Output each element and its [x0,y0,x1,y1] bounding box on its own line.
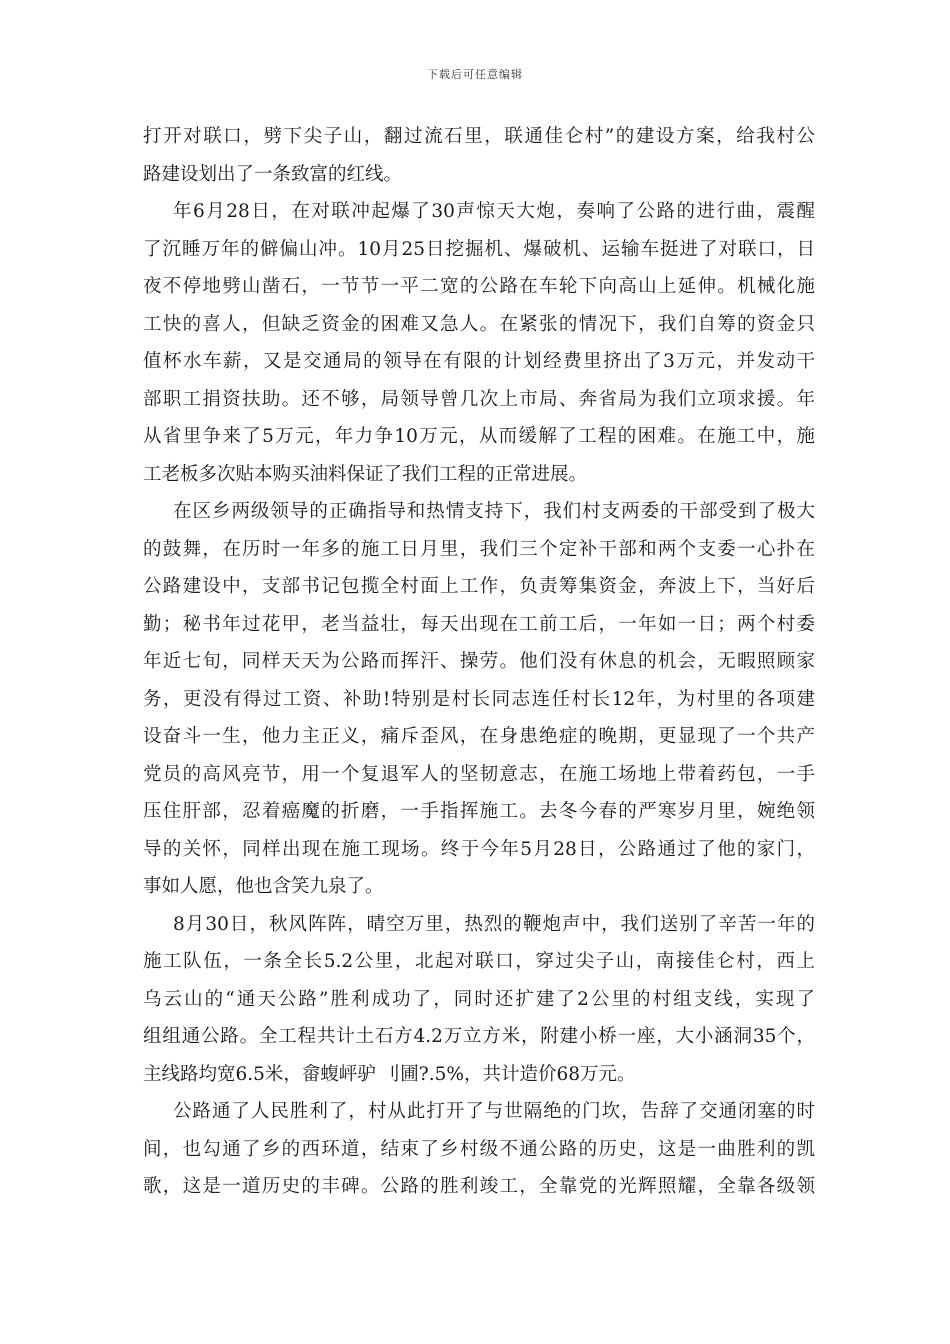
text-line: 导的关怀，同样出现在施工现场。终于今年5月28日，公路通过了他的家门， [143,838,815,860]
text-line: 公路建设中，支部书记包揽全村面上工作，负责筹集资金，奔波上下，当好后 [143,576,815,597]
text-line: 压住肝部，忍着癌魔的折磨，一手指挥施工。去冬今春的严寒岁月里，婉绝领 [143,801,815,822]
text-line: 事如人愿，他也含笑九泉了。 [143,876,384,897]
paragraph-first-line: 在区乡两级领导的正确指导和热情支持下，我们村支两委的干部受到了极大 [173,501,815,522]
text-line: 务，更没有得过工资、补助!特别是村长同志连任村长12年，为村里的各项建 [143,688,815,710]
text-line: 间，也勾通了乡的西环道，结束了乡村级不通公路的历史，这是一曲胜利的凯 [143,1138,815,1160]
text-line: 年近七旬，同样天天为公路而挥汗、操劳。他们没有休息的机会，无暇照顾家 [143,651,815,672]
paragraph-first-line: 公路通了人民胜利了，村从此打开了与世隔绝的门坎，告辞了交通闭塞的时 [173,1101,815,1122]
document-body [143,118,815,1206]
text-line: 歌，这是一道历史的丰碑。公路的胜利竣工，全靠党的光辉照耀，全靠各级领 [143,1176,815,1197]
page-header: 下载后可任意编辑 [427,68,523,81]
text-line: 工快的喜人，但缺乏资金的困难又急人。在紧张的情况下，我们自筹的资金只 [143,313,815,335]
text-line: 勤；秘书年过花甲，老当益壮，每天出现在工前工后，一年如一日；两个村委 [143,613,815,635]
text-line: 组组通公路。全工程共计土石方4.2万立方米，附建小桥一座，大小涵洞35个， [143,1026,815,1047]
text-line: 乌云山的“通天公路”胜利成功了，同时还扩建了2公里的村组支线，实现了 [143,988,815,1010]
text-line: 的鼓舞，在历时一年多的施工日月里，我们三个定补干部和两个支委一心扑在 [143,538,815,560]
text-line: 了沉睡万年的僻偏山冲。10月25日挖掘机、爆破机、运输车挺进了对联口，日 [143,238,815,260]
text-line: 工老板多次贴本购买油料保证了我们工程的正常进展。 [143,463,588,485]
text-line: 夜不停地劈山凿石，一节节一平二宽的公路在车轮下向高山上延伸。机械化施 [143,276,815,297]
paragraph-first-line: 年6月28日，在对联冲起爆了30声惊天大炮，奏响了公路的进行曲，震醒 [173,201,815,222]
text-line: 主线路均宽6.5米，畲蝮岼驴 刂圃?.5%，共计造价68万元。 [143,1063,636,1085]
text-line: 党员的高风亮节，用一个复退军人的坚韧意志，在施工场地上带着药包，一手 [143,763,815,785]
text-line: 从省里争来了5万元，年力争10万元，从而缓解了工程的困难。在施工中，施 [143,426,815,447]
text-line: 路建设划出了一条致富的红线。 [143,163,403,185]
text-line: 设奋斗一生，他力主正义，痛斥歪风，在身患绝症的晚期，更显现了一个共产 [143,726,815,747]
text-line: 值杯水车薪，又是交通局的领导在有限的计划经费里挤出了3万元，并发动干 [143,351,815,372]
text-line: 打开对联口，劈下尖子山，翻过流石里，联通佳仑村”的建设方案，给我村公 [143,126,815,147]
text-line: 施工队伍，一条全长5.2公里，北起对联口，穿过尖子山，南接佳仑村，西上 [143,951,815,972]
text-line: 部职工捐资扶助。还不够，局领导曾几次上市局、奔省局为我们立项求援。年 [143,388,815,410]
paragraph-first-line: 8月30日，秋风阵阵，晴空万里，热烈的鞭炮声中，我们送别了辛苦一年的 [173,913,815,935]
